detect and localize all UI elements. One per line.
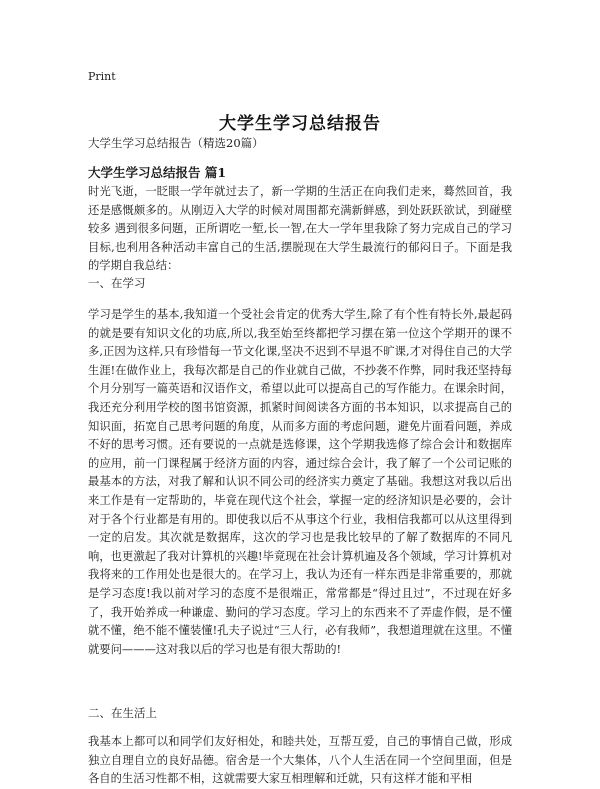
subheading-life: 二、在生活上: [88, 706, 157, 720]
document-subtitle: 大学生学习总结报告（精选20篇）: [88, 136, 264, 150]
subheading-study: 一、在学习: [88, 276, 146, 290]
section-heading: 大学生学习总结报告 篇1: [88, 165, 227, 180]
study-paragraph: 学习是学生的基本,我知道一个受社会肯定的优秀大学生,除了有个性有特长外,最起码的就是要有知识文化的功底,所以,我至始至终都把学习摆在第一位这个学期开的课不多,正因为这样,只有珍惜每一节文化课,坚决不迟到不早退不旷课,才对得住自己的大学生涯!在做作业上，我每次都是自己的作业就自己做，不抄袭不作弊，同时我还坚持每个月分别写一篇英语和汉语作文，希望以此可以提高自己的写作能力。在课余时间，我还充分利用学校的图书馆资源，抓紧时间阅读各方面的书本知识，以求提高自己的知识面，拓宽自己思考问题的角度，从而多方面的考虑问题，避免片面看问题，养成不好的思考习惯。还有要说的一点就是选修课，这个学期我选修了综合会计和数据库的应用，前一门课程属于经济方面的内容，通过综合会计，我了解了一个公司记账的最基本的方法，对我了解和认识不同公司的经济实力奠定了基础。我想这对我以后出来工作是有一定帮助的，毕竟在现代这个社会，掌握一定的经济知识是必要的，会计对于各个行业都是有用的。即使我以后不从事这个行业，我相信我都可以从这里得到一定的启发。其次就是数据库，这次的学习也是我比较早的了解了数据库的不同凡响，也更激起了我对计算机的兴趣!毕竟现在社会计算机遍及各个领域，学习计算机对我将来的工作用处也是很大的。在学习上，我认为还有一样东西是非常重要的，那就是学习态度!我以前对学习的态度不是很端正，常常都是“得过且过”，不过现在好多了，我开始养成一种谦虚、勤问的学习态度。学习上的东西来不了弄虚作假，是不懂就不懂，绝不能不懂装懂!孔夫子说过“三人行，必有我师”，我想道理就在这里。不懂就要问———这对我以后的学习也是有很大帮助的!: [88, 308, 512, 656]
life-paragraph: 我基本上都可以和同学们友好相处，和睦共处，互帮互爱，自己的事情自己做，形成独立自理自立的良好品德。宿舍是一个大集体，八个人生活在同一个空间里面，但是各自的生活习性都不相，这就需要大家互相理解和迁就，只有这样才能和平相: [88, 735, 512, 786]
page-title: 大学生学习总结报告: [219, 114, 381, 135]
print-link[interactable]: Print: [88, 70, 116, 83]
intro-paragraph: 时光飞逝，一眨眼一学年就过去了，新一学期的生活正在向我们走来，蓦然回首，我还是感慨颇多的。从刚迈入大学的时候对周围都充满新鲜感，到处跃跃欲试，到碰壁较多 遇到很多问题，正所谓吃一堑,长一智,在大一学年里我除了努力完成自己的学习目标,也利用各种活动丰富自己的生活,摆脱现在大学生最流行的郁闷日子。下面是我的学期自我总结：: [88, 185, 512, 273]
